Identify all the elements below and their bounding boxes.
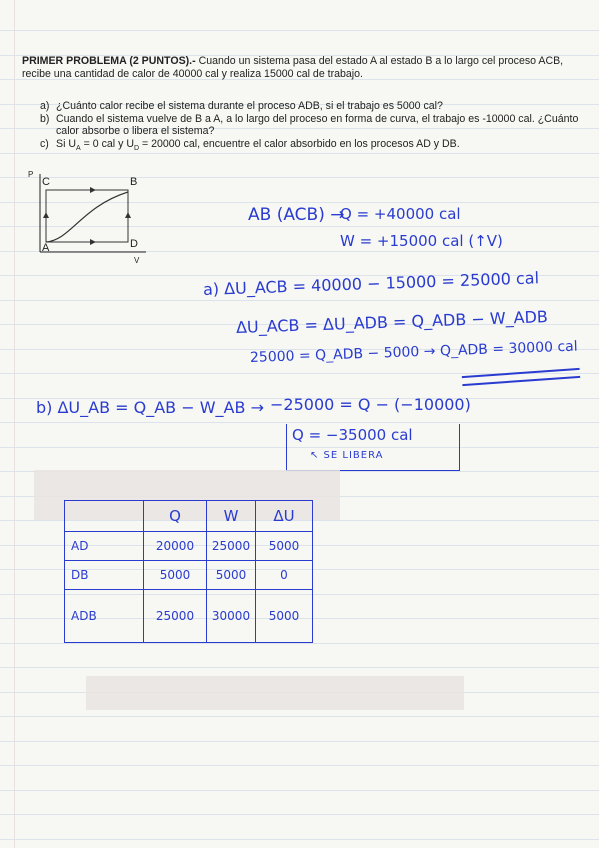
- hw-answer-b-line1b: −25000 = Q − (−10000): [270, 395, 471, 414]
- tape-strip-bottom: [86, 676, 464, 710]
- hw-answer-a-line3: 25000 = Q_ADB − 5000 → Q_ADB = 30000 cal: [249, 338, 578, 366]
- table-row: ADB 25000 30000 5000: [65, 590, 313, 643]
- header-q: Q: [144, 501, 207, 532]
- results-table: [64, 500, 313, 643]
- ruled-line: [0, 667, 599, 668]
- problem-statement: [22, 55, 587, 81]
- point-c: C: [42, 176, 50, 188]
- point-b: B: [130, 176, 138, 188]
- question-c: c) Si $U_A = 0$ cal y $U_D = 20000$ cal, encuentre el calor absorbido en los procesos AD y DB.: [40, 137, 460, 152]
- arrow-ad: [90, 239, 96, 245]
- arrow-ac: [43, 212, 49, 218]
- hw-answer-a-line1: a) ΔU_ACB = 40000 − 15000 = 25000 cal: [202, 268, 540, 299]
- curve-process: [46, 192, 128, 242]
- table-row: AD 20000 25000 5000: [65, 532, 313, 561]
- question-list: [40, 100, 588, 155]
- pv-diagram: [26, 172, 156, 267]
- hw-answer-b-note: ↖ SE LIBERA: [310, 450, 384, 461]
- hw-acb-work: W = +15000 cal (↑V): [340, 232, 503, 250]
- point-d: D: [130, 238, 138, 250]
- table-row: DB 5000 5000 0: [65, 561, 313, 590]
- ruled-line: [0, 765, 599, 766]
- hw-answer-b-line1: b) ΔU_AB = Q_AB − W_AB →: [36, 398, 264, 417]
- page-margin-line: [14, 0, 15, 848]
- hw-acb-heat: Q = +40000 cal: [340, 205, 461, 223]
- hw-answer-a-line2: ΔU_ACB = ΔU_ADB = Q_ADB − W_ADB: [235, 307, 549, 337]
- ruled-line: [0, 422, 599, 423]
- process-rectangle: [46, 190, 128, 242]
- hw-acb-process: AB (ACB) →: [248, 205, 345, 225]
- ruled-line: [0, 300, 599, 301]
- header-du: ΔU: [256, 501, 313, 532]
- ruled-line: [0, 814, 599, 815]
- problem-text: Cuando un sistema pasa del estado A al estado B a lo largo cel proceso ACB, recibe una cantidad de calor de 40000 cal y realiza 15000 cal de trabajo.: [22, 55, 564, 80]
- ruled-line: [0, 741, 599, 742]
- table-header-row: [65, 501, 313, 532]
- hw-answer-b-result: Q = −35000 cal: [292, 426, 413, 444]
- ruled-line: [0, 716, 599, 717]
- arrow-db: [125, 212, 131, 218]
- header-w: W: [207, 501, 256, 532]
- question-a: a) ¿Cuánto calor recibe el sistema durante el proceso ADB, si el trabajo es 5000 cal?: [40, 100, 443, 112]
- question-b: b) Cuando el sistema vuelve de B a A, a lo largo del proceso en forma de curva, el trabajo es -10000 cal. ¿Cuánto calor absorbe o libera el sistema?: [40, 112, 579, 138]
- axis-label-p: P: [28, 170, 34, 179]
- ruled-line: [0, 30, 599, 31]
- axis-label-v: V: [134, 256, 140, 265]
- arrow-cb: [90, 187, 96, 193]
- hw-double-underline: [462, 368, 580, 386]
- point-a: A: [42, 242, 50, 254]
- ruled-line: [0, 643, 599, 644]
- ruled-line: [0, 790, 599, 791]
- ruled-line: [0, 839, 599, 840]
- problem-title: PRIMER PROBLEMA (2 PUNTOS).-: [22, 55, 196, 67]
